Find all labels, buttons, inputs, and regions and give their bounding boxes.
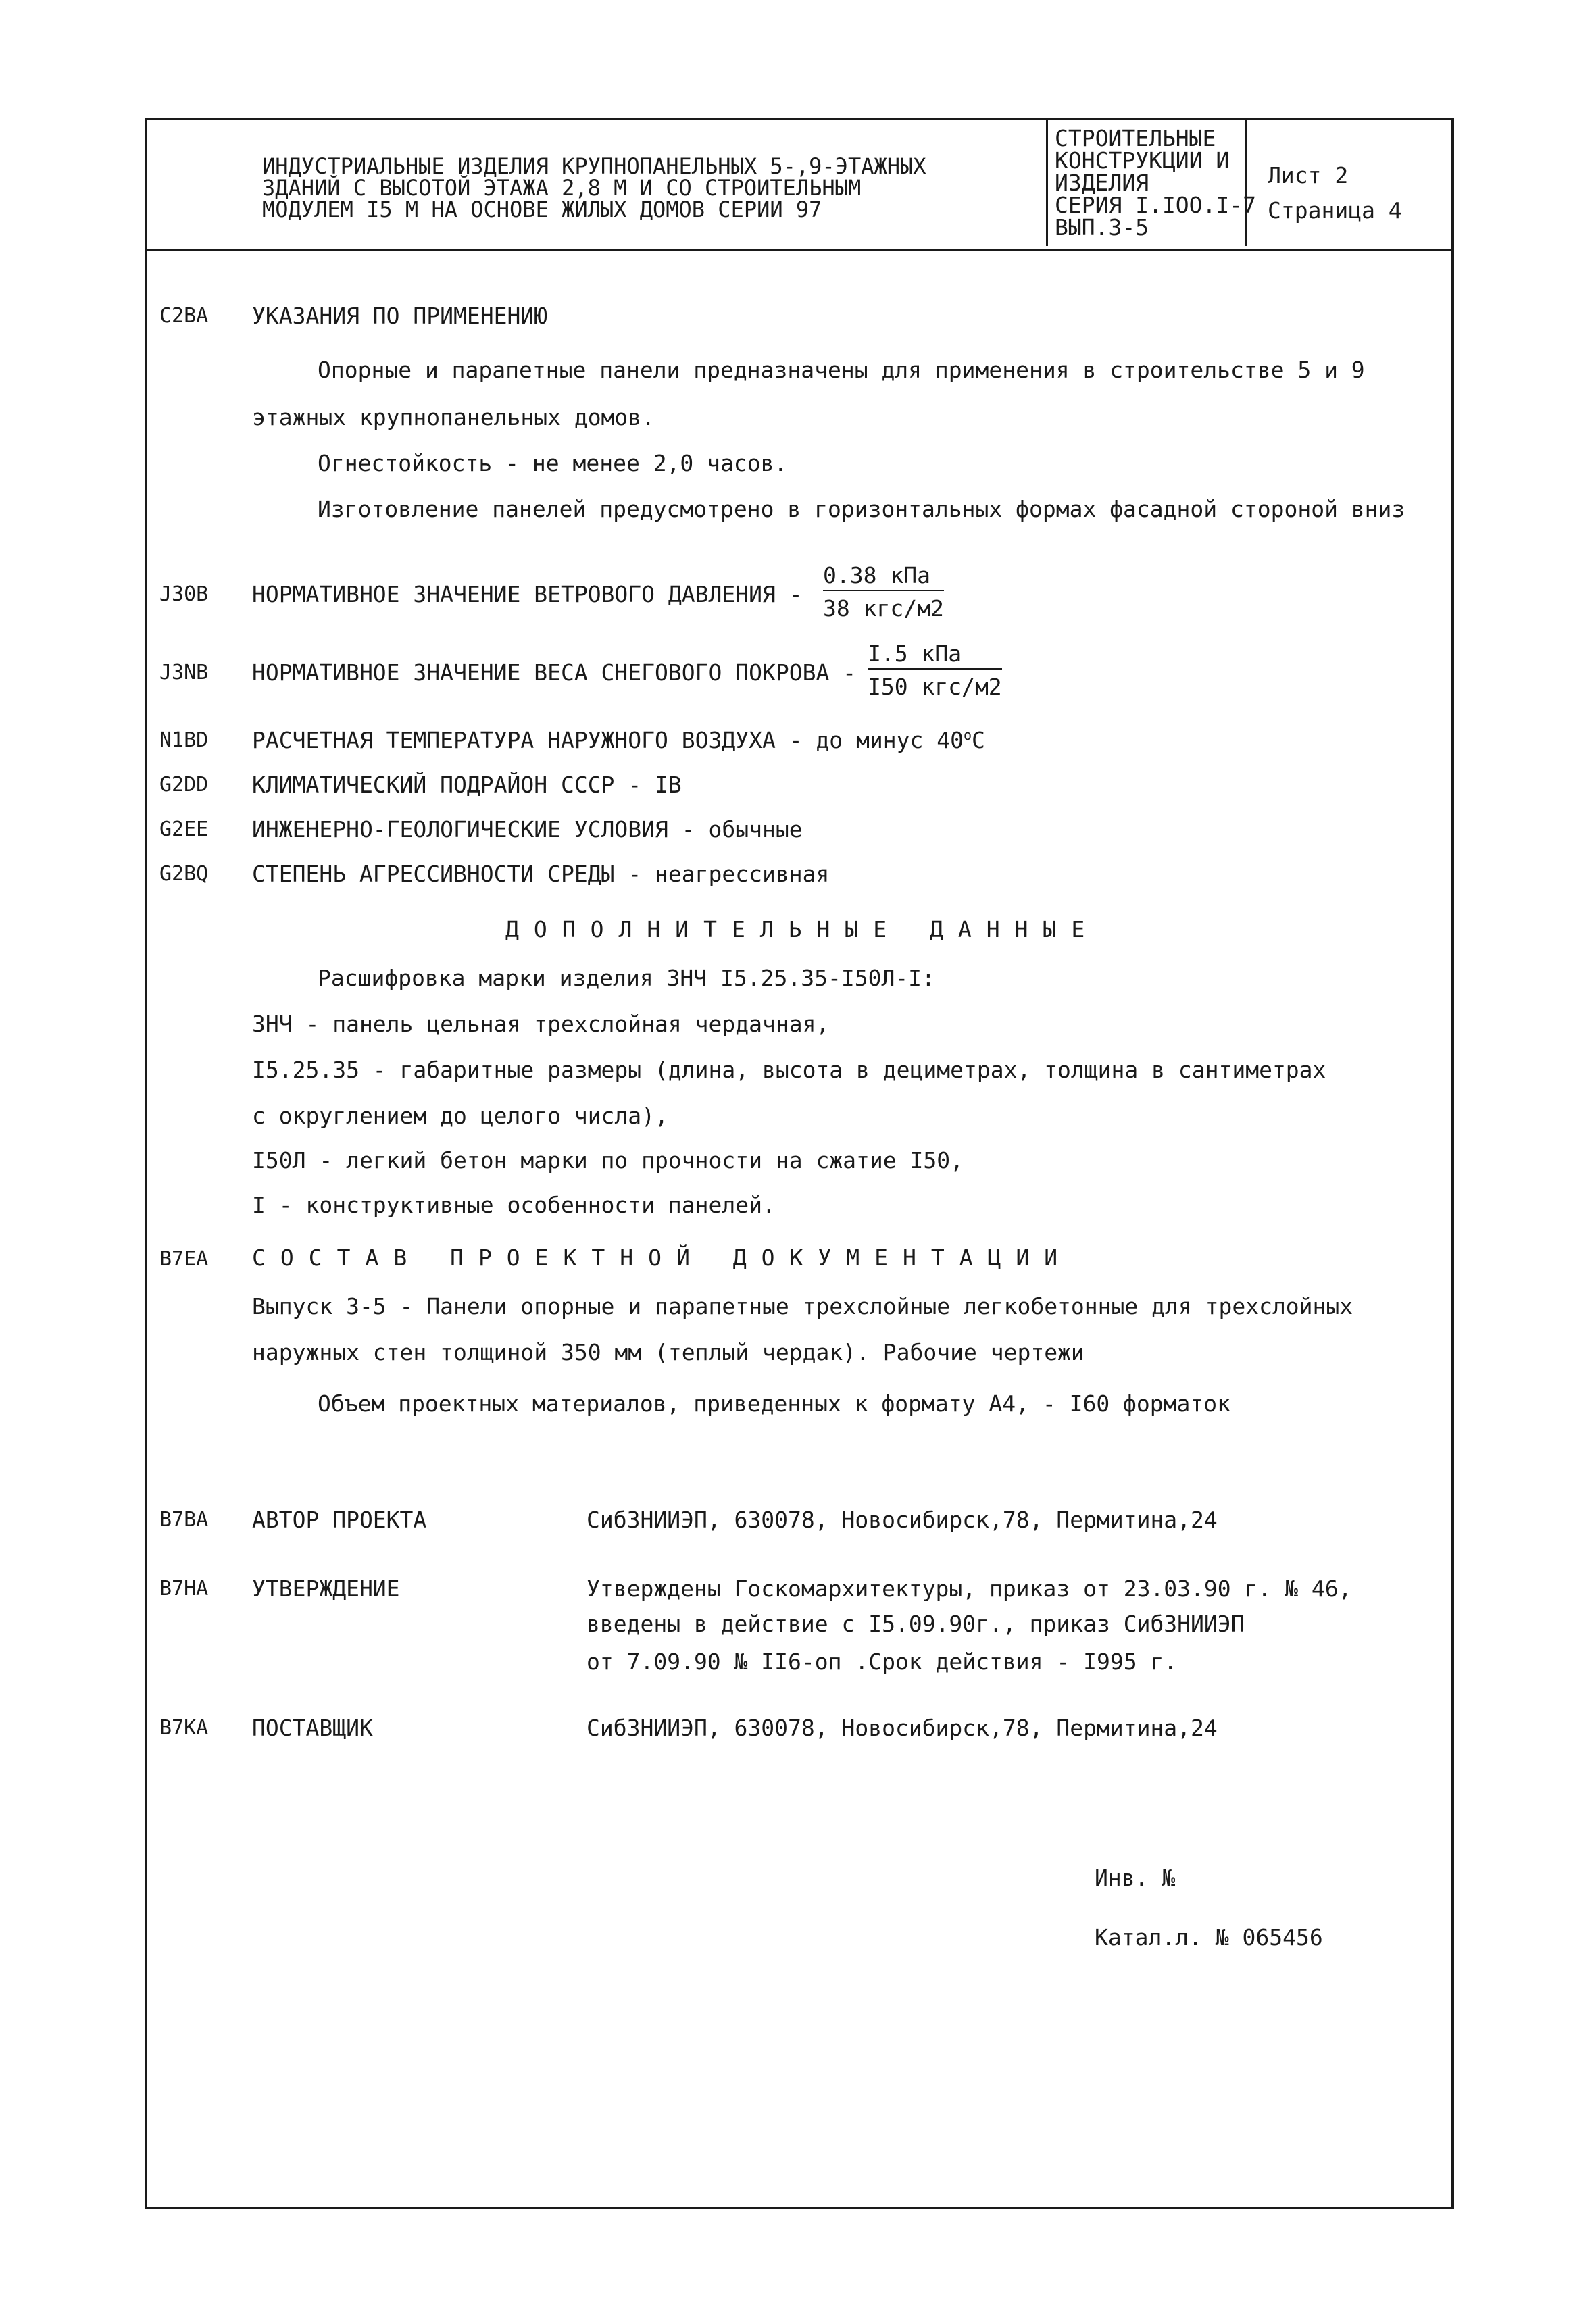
section-code: J3NВ (159, 661, 209, 684)
snow-value (868, 640, 1002, 700)
section-code: N1ВD (159, 728, 209, 752)
documentation-line: Объем проектных материалов, приведенных к формату А4, - I60 форматок (318, 1390, 1231, 1417)
additional-line: Расшифровка марки изделия 3НЧ I5.25.35-I50Л-I: (318, 965, 935, 991)
additional-heading: ДОПОЛНИТЕЛЬНЫЕ ДАННЫЕ (505, 916, 1100, 942)
temperature-unit: С (972, 727, 985, 753)
title-line: МОДУЛЕМ I5 М НА ОСНОВЕ ЖИЛЫХ ДОМОВ СЕРИИ 97 (262, 197, 822, 222)
series-line: КОНСТРУКЦИИ И (1055, 147, 1230, 174)
sheet-box (1268, 158, 1402, 228)
documentation-heading: СОСТАВ ПРОЕКТНОЙ ДОКУМЕНТАЦИИ (252, 1244, 1073, 1271)
section-code: G2ЕЕ (159, 818, 209, 841)
application-line: Огнестойкость - не менее 2,0 часов. (318, 450, 788, 476)
snow-numerator: I.5 кПа (868, 640, 1002, 670)
section-code: С2ВА (159, 304, 209, 328)
wind-denominator: 38 кгс/м2 (823, 595, 944, 622)
approval-line: Утверждены Госкомархитектуры, приказ от 23.03.90 г. № 46, (587, 1576, 1352, 1602)
wind-value (823, 562, 944, 622)
title-block (147, 120, 1451, 251)
page-number: Страница 4 (1268, 197, 1402, 224)
documentation-line: Выпуск 3-5 - Панели опорные и парапетные трехслойные легкобетонные для трехслойных (252, 1293, 1353, 1319)
wind-numerator: 0.38 кПа (823, 562, 944, 591)
climate-text: КЛИМАТИЧЕСКИЙ ПОДРАЙОН СССР - IВ (252, 772, 682, 798)
wind-label: НОРМАТИВНОЕ ЗНАЧЕНИЕ ВЕТРОВОГО ДАВЛЕНИЯ - (252, 581, 803, 607)
series-line: ИЗДЕЛИЯ (1055, 170, 1149, 196)
supplier-label: ПОСТАВЩИК (252, 1715, 373, 1741)
title-line: ЗДАНИЙ С ВЫСОТОЙ ЭТАЖА 2,8 М И СО СТРОИТЕЛЬНЫМ (262, 175, 862, 201)
section-code: В7ЕА (159, 1247, 209, 1271)
snow-label: НОРМАТИВНОЕ ЗНАЧЕНИЕ ВЕСА СНЕГОВОГО ПОКРОВА - (252, 659, 857, 686)
document-title (262, 155, 1100, 220)
degree-mark: о (964, 727, 972, 743)
section-code: J30В (159, 582, 209, 606)
temperature-label: РАСЧЕТНАЯ ТЕМПЕРАТУРА НАРУЖНОГО ВОЗДУХА - до минус 40 (252, 727, 964, 753)
geology-text: ИНЖЕНЕРНО-ГЕОЛОГИЧЕСКИЕ УСЛОВИЯ - обычные (252, 816, 803, 842)
documentation-line: наружных стен толщиной 350 мм (теплый чердак). Рабочие чертежи (252, 1339, 1084, 1365)
section-code: В7ВА (159, 1508, 209, 1532)
additional-line: I5.25.35 - габаритные размеры (длина, высота в дециметрах, толщина в сантиметрах (252, 1057, 1326, 1083)
application-line: этажных крупнопанельных домов. (252, 404, 655, 430)
sheet-number: Лист 2 (1268, 162, 1349, 188)
approval-line: введены в действие с I5.09.90г., приказ СибЗНИИЭП (587, 1611, 1245, 1637)
document-frame (145, 118, 1454, 2209)
series-line: ВЫП.3-5 (1055, 214, 1149, 241)
application-line: Изготовление панелей предусмотрено в горизонтальных формах фасадной стороной вниз (318, 496, 1405, 522)
series-line: СТРОИТЕЛЬНЫЕ (1055, 125, 1216, 151)
series-line: СЕРИЯ I.IOO.I-7 (1055, 192, 1257, 218)
section-code: В7НА (159, 1577, 209, 1601)
catalog-number: Катал.л. № 065456 (1095, 1924, 1323, 1951)
aggression-text: СТЕПЕНЬ АГРЕССИВНОСТИ СРЕДЫ - неагрессивная (252, 861, 830, 887)
section-code: В7КА (159, 1716, 209, 1740)
author-label: АВТОР ПРОЕКТА (252, 1507, 427, 1533)
additional-line: I - конструктивные особенности панелей. (252, 1192, 776, 1218)
application-line: Опорные и парапетные панели предназначены для применения в строительстве 5 и 9 (318, 357, 1365, 383)
author-value: СибЗНИИЭП, 630078, Новосибирск,78, Пермитина,24 (587, 1507, 1218, 1533)
section-code: G2ВQ (159, 862, 209, 886)
title-line: ИНДУСТРИАЛЬНЫЕ ИЗДЕЛИЯ КРУПНОПАНЕЛЬНЫХ 5-,9-ЭТАЖНЫХ (262, 153, 926, 179)
supplier-value: СибЗНИИЭП, 630078, Новосибирск,78, Пермитина,24 (587, 1715, 1218, 1741)
snow-denominator: I50 кгс/м2 (868, 674, 1002, 700)
section-code: G2DD (159, 773, 209, 797)
application-heading: УКАЗАНИЯ ПО ПРИМЕНЕНИЮ (252, 303, 548, 329)
additional-line: с округлением до целого числа), (252, 1103, 668, 1129)
inventory-number: Инв. № (1095, 1865, 1176, 1891)
approval-line: от 7.09.90 № II6-оп .Срок действия - I995 г. (587, 1649, 1178, 1675)
additional-line: 3НЧ - панель цельная трехслойная чердачная, (252, 1011, 830, 1037)
approval-label: УТВЕРЖДЕНИЕ (252, 1576, 400, 1602)
temperature-text (252, 727, 985, 753)
additional-line: I50Л - легкий бетон марки по прочности на сжатие I50, (252, 1147, 964, 1174)
series-box (1046, 120, 1257, 246)
